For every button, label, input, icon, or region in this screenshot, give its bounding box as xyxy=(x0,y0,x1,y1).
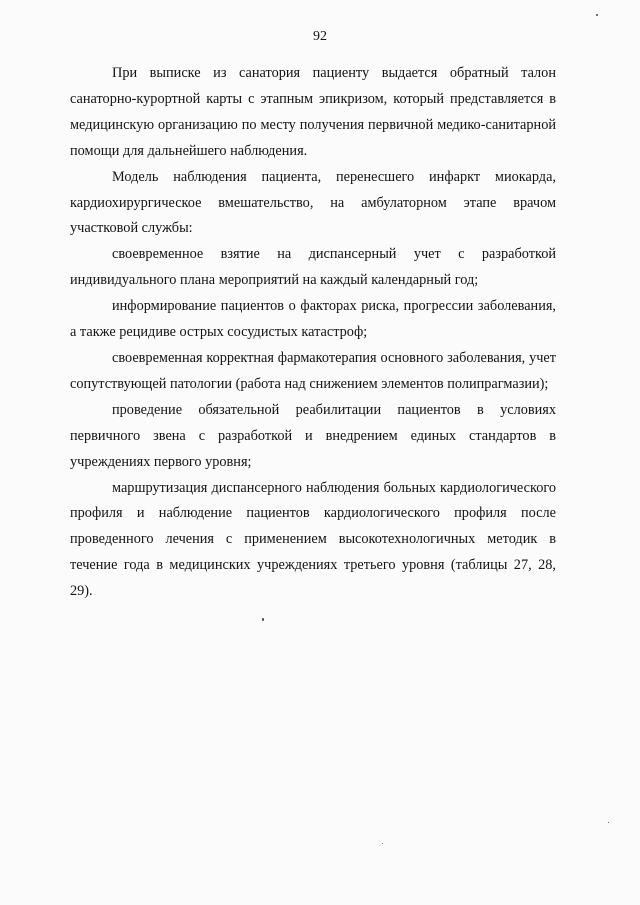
paragraph-rehabilitation: проведение обязательной реабилитации пациентов в условиях первичного звена с разработкой и внедрением единых стандартов в учреждениях первого уровня; xyxy=(70,401,556,470)
scan-speck xyxy=(608,822,609,823)
paragraph-pharmacotherapy: своевременная корректная фармакотерапия основного заболевания, учет сопутствующей патологии (работа над снижением элементов полипрагмазии); xyxy=(70,349,556,392)
scan-speck xyxy=(262,618,264,621)
scan-speck xyxy=(382,843,383,844)
paragraph-registration: своевременное взятие на диспансерный учет с разработкой индивидуального плана мероприятий на каждый календарный год; xyxy=(70,246,556,289)
paragraph-model-intro: Модель наблюдения пациента, перенесшего инфаркт миокарда, кардиохирургическое вмешательство, на амбулаторном этапе врачом участковой службы: xyxy=(70,168,556,237)
paragraph-routing: маршрутизация диспансерного наблюдения больных кардиологического профиля и наблюдение пациентов кардиологического профиля после проведенного лечения с применением высокотехнологичных методик в течение года в медицинских учреждениях третьего уровня (таблицы 27, 28, 29). xyxy=(70,479,556,600)
body-text xyxy=(70,61,556,605)
scan-speck xyxy=(596,14,598,16)
page-number: 92 xyxy=(313,29,327,44)
paragraph-discharge: При выписке из санатория пациенту выдается обратный талон санаторно-курортной карты с этапным эпикризом, который представляется в медицинскую организацию по месту получения первичной медико-санитарной помощи для дальнейшего наблюдения. xyxy=(70,65,556,159)
paragraph-informing: информирование пациентов о факторах риска, прогрессии заболевания, а также рецидиве острых сосудистых катастроф; xyxy=(70,298,556,341)
